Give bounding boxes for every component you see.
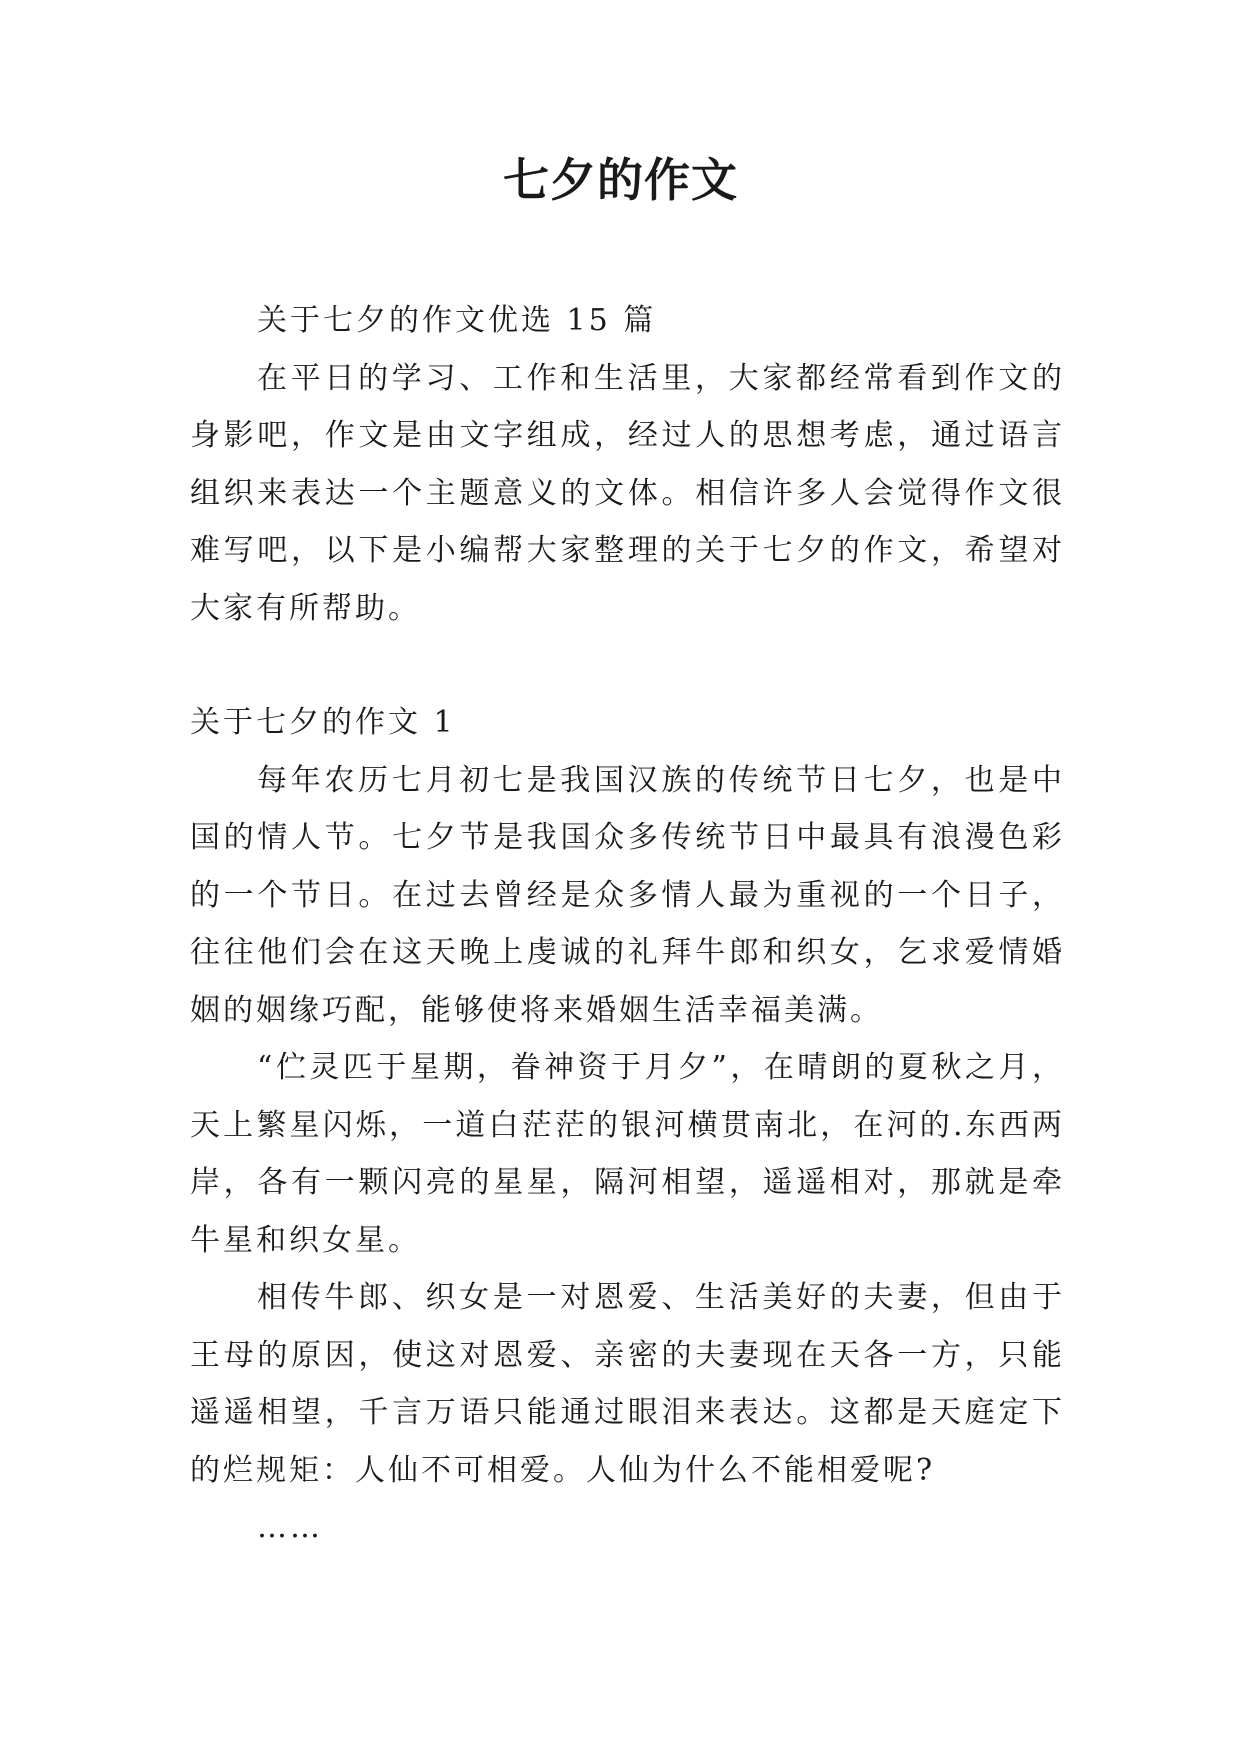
section-spacer bbox=[190, 637, 1065, 694]
body-paragraph: 相传牛郎、织女是一对恩爱、生活美好的夫妻，但由于王母的原因，使这对恩爱、亲密的夫妻现在天各一方，只能遥遥相望，千言万语只能通过眼泪来表达。这都是天庭定下的烂规矩：人仙不可相爱。人仙为什么不能相爱呢? bbox=[190, 1280, 1065, 1488]
document-title: 七夕的作文 bbox=[503, 153, 738, 207]
section-heading: 关于七夕的作文 1 bbox=[190, 705, 456, 740]
document-subtitle: 关于七夕的作文优选 15 篇 bbox=[257, 303, 657, 338]
intro-paragraph: 在平日的学习、工作和生活里，大家都经常看到作文的身影吧，作文是由文字组成，经过人的思想考虑，通过语言组织来表达一个主题意义的文体。相信许多人会觉得作文很难写吧，以下是小编帮大家整理的关于七夕的作文，希望对大家有所帮助。 bbox=[190, 360, 1065, 626]
body-paragraph: “伫灵匹于星期，眷神资于月夕”，在晴朗的夏秋之月，天上繁星闪烁，一道白茫茫的银河横贯南北，在河的.东西两岸，各有一颗闪亮的星星，隔河相望，遥遥相对，那就是牵牛星和织女星。 bbox=[190, 1050, 1065, 1258]
ellipsis: …… bbox=[257, 1510, 323, 1545]
body-paragraph: 每年农历七月初七是我国汉族的传统节日七夕，也是中国的情人节。七夕节是我国众多传统节日中最具有浪漫色彩的一个节日。在过去曾经是众多情人最为重视的一个日子，往往他们会在这天晚上虔诚的礼拜牛郎和织女，乞求爱情婚姻的姻缘巧配，能够使将来婚姻生活幸福美满。 bbox=[190, 762, 1065, 1028]
document-body bbox=[190, 292, 1065, 1557]
